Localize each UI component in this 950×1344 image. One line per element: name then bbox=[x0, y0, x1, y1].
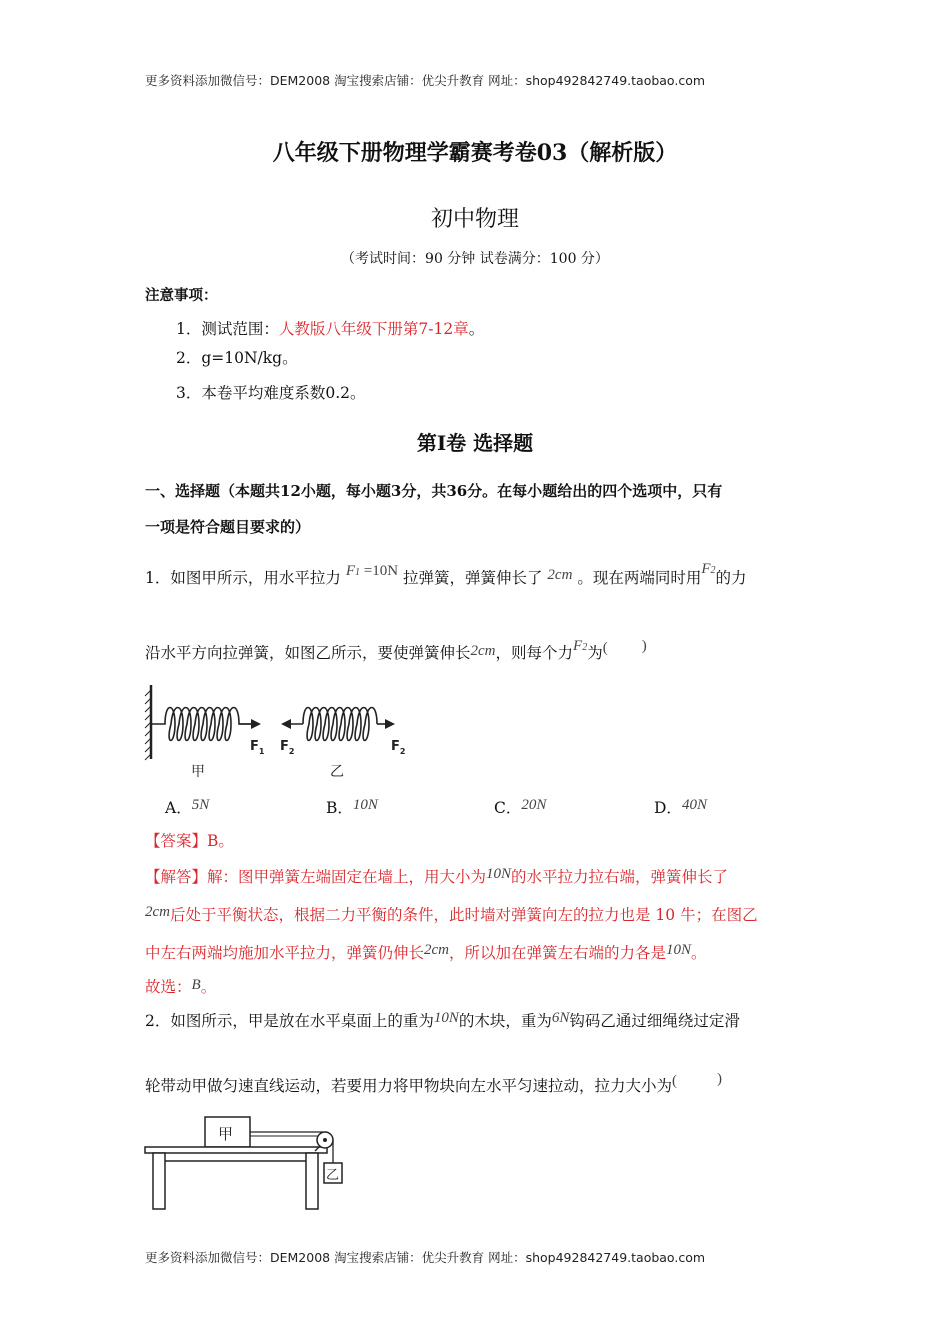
q1-solution-line-3: 中左右两端均施加水平拉力，弹簧仍伸长2cm，所以加在弹簧左右端的力各是10N。 bbox=[145, 942, 707, 962]
notice-item-1 bbox=[176, 317, 484, 339]
q1-f1-symbol: F1 =10N bbox=[345, 563, 399, 579]
label-f2-right: $F_2$ bbox=[391, 739, 406, 756]
notice-item-3: 3．本卷平均难度系数0.2。 bbox=[176, 384, 366, 402]
q1-spring-figure bbox=[143, 682, 423, 782]
q2-weight-a: 10N bbox=[433, 1010, 459, 1026]
q1-paren-close: ) bbox=[641, 638, 647, 654]
notice-item-1-range: 人教版八年级下册第7-12章 bbox=[278, 320, 469, 338]
spring-diagram bbox=[143, 682, 423, 782]
section-title: 第Ⅰ卷 选择题 bbox=[416, 431, 534, 455]
q2-weight-b: 6N bbox=[551, 1010, 570, 1026]
q1-text-f: ，则每个力 bbox=[495, 644, 574, 662]
notice-heading: 注意事项： bbox=[145, 287, 218, 304]
table-leg-right bbox=[306, 1153, 318, 1209]
q1-f2-symbol: F2 bbox=[701, 561, 716, 577]
q1-option-d[interactable]: D．40N bbox=[654, 797, 707, 817]
q2-stem-line-1: 2．如图所示，甲是放在水平桌面上的重为10N的木块，重为6N钩码乙通过细绳绕过定滑 bbox=[145, 1010, 740, 1030]
block-jia-label: 甲 bbox=[218, 1125, 234, 1143]
q1-stem-line-2 bbox=[145, 638, 647, 663]
pulley-axle bbox=[323, 1138, 327, 1142]
q2-paren-open: ( bbox=[672, 1073, 678, 1089]
solution-tag: 【解答】 bbox=[145, 868, 208, 886]
label-f1: $F_1$ bbox=[250, 739, 265, 756]
page-title: 八年级下册物理学霸赛考卷03（解析版） bbox=[272, 140, 678, 166]
q2-table-figure bbox=[143, 1113, 353, 1213]
q1-solution-line-1: 【解答】解：图甲弹簧左端固定在墙上，用大小为10N的水平拉力拉右端，弹簧伸长了 bbox=[145, 866, 729, 886]
notice-item-1-prefix: 1．测试范围： bbox=[176, 320, 279, 338]
part-heading-line-2: 一项是符合题目要求的） bbox=[145, 518, 311, 536]
q1-text-b: 拉弹簧，弹簧伸长了 bbox=[402, 569, 543, 587]
part-heading-line-1: 一、选择题（本题共12小题，每小题3分，共36分。在每小题给出的四个选项中，只有 bbox=[145, 482, 723, 500]
q1-text-a: 1．如图甲所示，用水平拉力 bbox=[145, 569, 341, 587]
q1-length-2: 2cm bbox=[470, 643, 496, 659]
notice-item-2: 2．g=10N/kg。 bbox=[176, 349, 298, 367]
label-f2-left: $F_2$ bbox=[280, 739, 295, 756]
header-note: 更多资料添加微信号：DEM2008 淘宝搜索店铺：优尖升教育 网址：shop492842749.taobao.com bbox=[145, 73, 706, 88]
spring-a bbox=[151, 708, 251, 741]
q1-option-b[interactable]: B．10N bbox=[326, 797, 378, 817]
subject-title: 初中物理 bbox=[430, 207, 519, 232]
q1-stem-line-1 bbox=[145, 561, 747, 588]
q1-length-1: 2cm bbox=[547, 567, 573, 583]
q1-text-d: 的力 bbox=[715, 569, 747, 587]
q1-text-e: 沿水平方向拉弹簧，如图乙所示，要使弹簧伸长 bbox=[145, 644, 471, 662]
q1-f2-symbol-2: F2 bbox=[573, 638, 588, 654]
footer-note: 更多资料添加微信号：DEM2008 淘宝搜索店铺：优尖升教育 网址：shop492842749.taobao.com bbox=[145, 1250, 706, 1265]
q1-option-a[interactable]: A．5N bbox=[165, 797, 210, 817]
q1-text-g: 为 bbox=[587, 644, 603, 662]
q1-text-c: 。现在两端同时用 bbox=[577, 569, 702, 587]
exam-info: （考试时间：90 分钟 试卷满分：100 分） bbox=[341, 251, 609, 267]
table-leg-left bbox=[153, 1153, 165, 1209]
q1-solution-line-2: 2cm后处于平衡状态，根据二力平衡的条件，此时墙对弹簧向左的拉力也是 10 牛；在图乙 bbox=[145, 904, 758, 924]
q1-answer: 【答案】B。 bbox=[145, 832, 234, 850]
q1-paren-open: ( bbox=[602, 640, 608, 656]
q1-choose: 故选：B。 bbox=[145, 977, 217, 996]
pulley-diagram bbox=[143, 1113, 353, 1213]
label-jia: 甲 bbox=[191, 764, 205, 780]
arrow-f1-head bbox=[251, 719, 261, 729]
arrow-f2-right-head bbox=[385, 719, 395, 729]
q2-paren-close: ) bbox=[717, 1071, 723, 1087]
block-yi-label: 乙 bbox=[326, 1168, 340, 1183]
q2-stem-line-2: 轮带动甲做匀速直线运动，若要用力将甲物块向左水平匀速拉动，拉力大小为( ) bbox=[145, 1071, 723, 1095]
q1-option-c[interactable]: C．20N bbox=[494, 797, 547, 817]
spring-b bbox=[303, 708, 377, 741]
label-yi: 乙 bbox=[330, 764, 344, 780]
notice-item-1-end: 。 bbox=[468, 320, 485, 338]
table-top bbox=[145, 1147, 327, 1153]
